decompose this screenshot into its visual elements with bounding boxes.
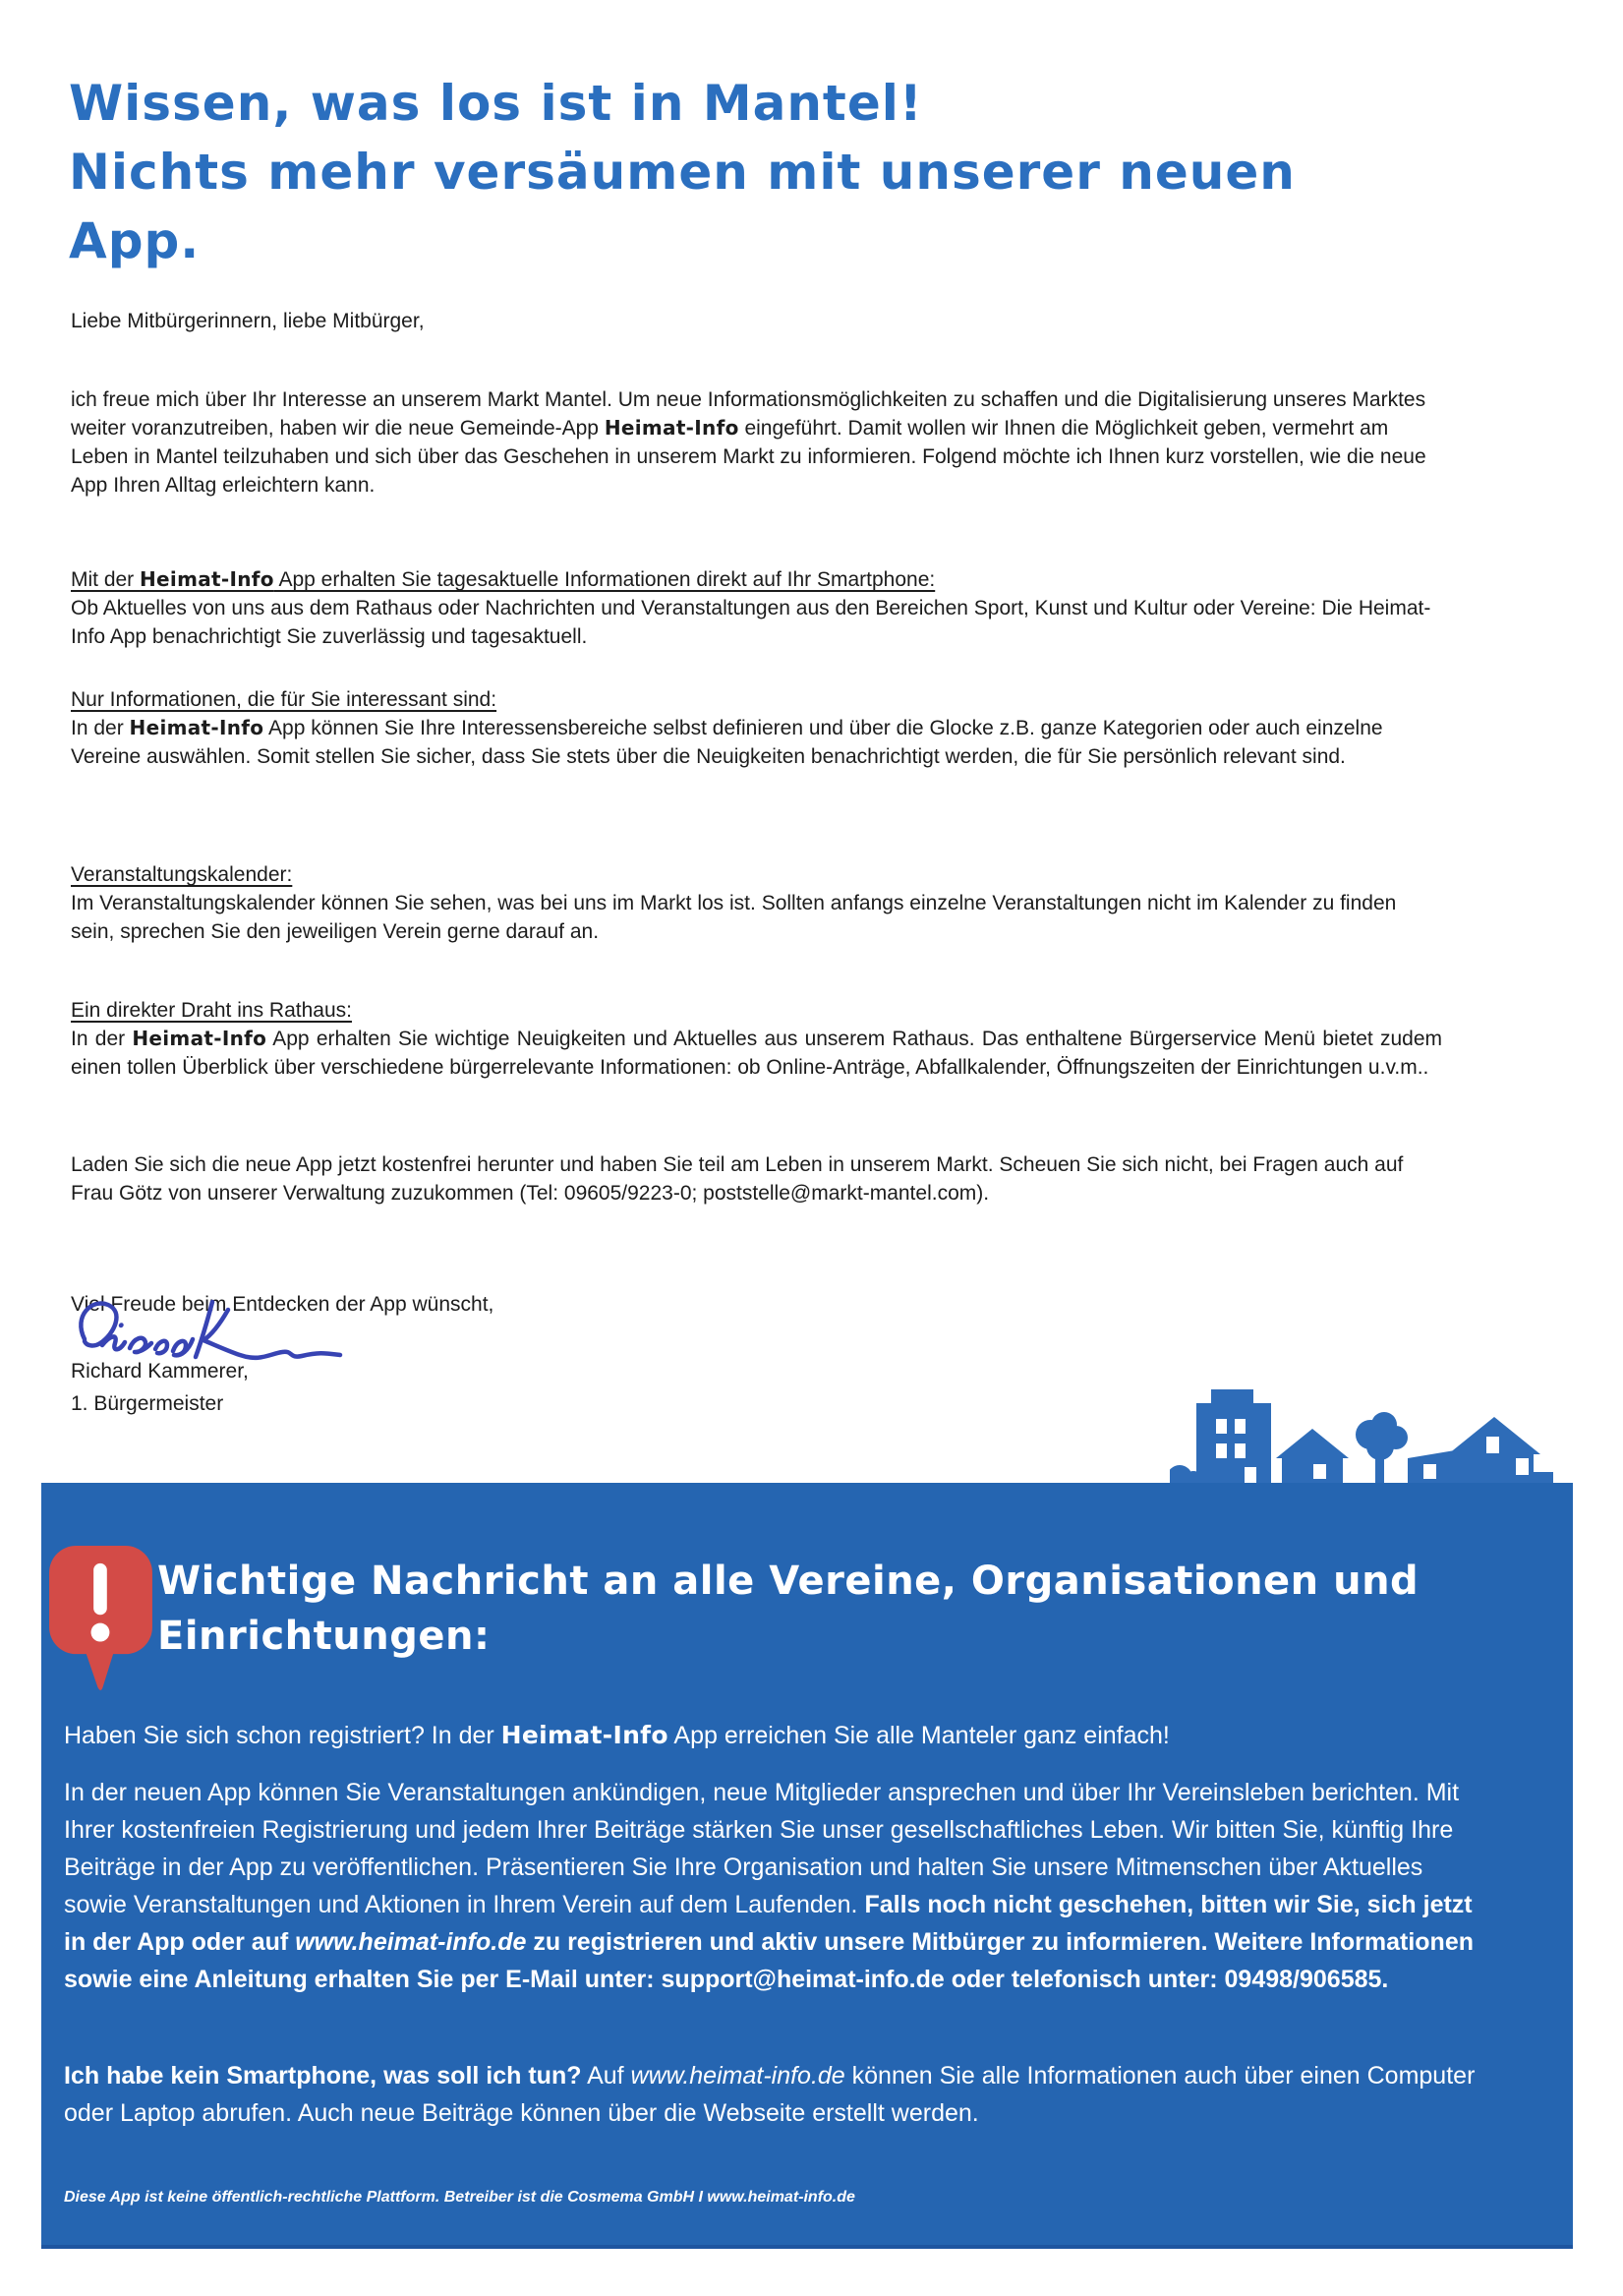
section-smartphone-info bbox=[71, 565, 1442, 651]
brand-name: Heimat-Info bbox=[604, 416, 739, 440]
notice-website-url: www.heimat-info.de bbox=[295, 1928, 527, 1956]
closing-paragraph: Laden Sie sich die neue App jetzt kostenfrei herunter und haben Sie teil am Leben in unserem Markt. Scheuen Sie sich nicht, bei Fragen auch auf Frau Götz von unserer Verwaltung zuzukommen (Tel: 09605/9223-0; poststelle@markt-mantel.com). bbox=[71, 1153, 1404, 1205]
section-town-hall-body bbox=[71, 1025, 1442, 1082]
notice-panel bbox=[41, 1483, 1573, 2249]
section-interests bbox=[71, 685, 1442, 771]
notice-smartphone-paragraph bbox=[64, 2057, 1489, 2132]
section-interests-body bbox=[71, 714, 1442, 771]
section-event-calendar-heading: Veranstaltungskalender: bbox=[71, 863, 293, 886]
section-town-hall bbox=[71, 996, 1442, 1082]
town-skyline-icon bbox=[1170, 1385, 1553, 1484]
section-smartphone-info-body: Ob Aktuelles von uns aus dem Rathaus oder Nachrichten und Veranstaltungen aus den Bereichen Sport, Kunst und Kultur oder Vereine: Die Heimat-Info App benachrichtigt Sie zuverlässig und tagesaktuell. bbox=[71, 597, 1431, 648]
brand-name: Heimat-Info bbox=[500, 1721, 668, 1749]
tree-trunk-shape bbox=[1375, 1454, 1384, 1484]
house-shape bbox=[1282, 1456, 1343, 1484]
notice-intro-post: App erreichen Sie alle Manteler ganz einfach! bbox=[667, 1722, 1170, 1749]
section-smartphone-info-heading bbox=[71, 565, 1442, 594]
notice-website-url: www.heimat-info.de bbox=[630, 2062, 845, 2090]
salutation-text: Liebe Mitbürgerinnern, liebe Mitbürger, bbox=[71, 310, 425, 332]
smartphone-text-mid: Auf bbox=[581, 2062, 631, 2090]
farewell-text: Viel Freude beim Entdecken der App wünscht, bbox=[71, 1293, 494, 1316]
intro-paragraph bbox=[71, 385, 1442, 500]
signer-name: Richard Kammerer, bbox=[71, 1360, 249, 1383]
apartment-building-shape bbox=[1196, 1403, 1271, 1484]
notice-intro bbox=[64, 1717, 1489, 1754]
brand-name: Heimat-Info bbox=[132, 1027, 267, 1050]
notice-disclaimer: Diese App ist keine öffentlich-rechtliche Plattform. Betreiber ist die Cosmema GmbH I www.heimat-info.de bbox=[64, 2189, 855, 2206]
apartment-roof-shape bbox=[1211, 1389, 1253, 1405]
house-roof-shape bbox=[1276, 1429, 1349, 1458]
body-text-post: App erhalten Sie wichtige Neuigkeiten und Aktuelles aus unserem Rathaus. Das enthaltene Bürgerservice Menü bietet zudem einen tollen Überblick über verschiedene bürgerrelevante Informationen: ob Online-Anträge, Abfallkalender, Öffnungszeiten der Einrichtungen u.v.m.. bbox=[71, 1028, 1442, 1079]
body-text-pre: In der bbox=[71, 1028, 133, 1050]
signer-title: 1. Bürgermeister bbox=[71, 1392, 224, 1415]
section-event-calendar bbox=[71, 860, 1442, 946]
section-event-calendar-body: Im Veranstaltungskalender können Sie sehen, was bei uns im Markt los ist. Sollten anfangs einzelne Veranstaltungen nicht im Kalender zu finden sein, sprechen Sie den jeweiligen Verein gerne darauf an. bbox=[71, 892, 1397, 943]
intro-text-pre: ich freue mich über Ihr Interesse an unserem Markt Mantel. Um neue Informationsmöglichkeiten zu schaffen und die Digitalisierung unseres Marktes weiter voranzutreiben, haben wir die neue Gemeinde-App bbox=[71, 388, 1426, 440]
headline-line-3: App. bbox=[69, 211, 201, 269]
heading-text-pre: Mit der bbox=[71, 568, 141, 591]
brand-name: Heimat-Info bbox=[140, 567, 274, 591]
exclamation-bubble-icon bbox=[49, 1546, 152, 1693]
section-town-hall-heading: Ein direkter Draht ins Rathaus: bbox=[71, 999, 352, 1022]
notice-body-bold-contact: zu registrieren und aktiv unsere Mitbürger zu informieren. Weitere Informationen sowie eine Anleitung erhalten Sie per E-Mail unter: support@heimat-info.de oder telefonisch unter: 09498/906585. bbox=[64, 1928, 1475, 1993]
brand-name: Heimat-Info bbox=[129, 716, 264, 739]
signature-handwriting-icon bbox=[69, 1294, 364, 1371]
notice-body-bold-text: Falls noch nicht geschehen, bitten wir Sie, sich jetzt in der App oder auf bbox=[64, 1891, 1473, 1956]
page-title bbox=[69, 69, 1465, 275]
section-interests-heading: Nur Informationen, die für Sie interessant sind: bbox=[71, 688, 497, 711]
heading-text-post: App erhalten Sie tagesaktuelle Informationen direkt auf Ihr Smartphone: bbox=[273, 568, 936, 591]
notice-body bbox=[64, 1774, 1489, 1998]
smartphone-question: Ich habe kein Smartphone, was soll ich tun? bbox=[64, 2062, 582, 2090]
notice-intro-pre: Haben Sie sich schon registriert? In der bbox=[64, 1722, 501, 1749]
body-text-pre: In der bbox=[71, 717, 130, 739]
body-text-post: App können Sie Ihre Interessensbereiche selbst definieren und über die Glocke z.B. ganze Kategorien oder auch einzelne Vereine auswählen. Somit stellen Sie sicher, dass Sie stets über die Neuigkeiten benachrichtigt werden, die für Sie persönlich relevant sind. bbox=[71, 717, 1383, 768]
notice-heading: Wichtige Nachricht an alle Vereine, Organisationen und Einrichtungen: bbox=[157, 1559, 1420, 1659]
headline-line-2: Nichts mehr versäumen mit unserer neuen bbox=[69, 143, 1296, 201]
intro-text-post: eingeführt. Damit wollen wir Ihnen die Möglichkeit geben, vermehrt am Leben in Mantel teilzuhaben und sich über das Geschehen in unserem Markt zu informieren. Folgend möchte ich Ihnen kurz vorstellen, wie die neue App Ihren Alltag erleichtern kann. bbox=[71, 417, 1426, 497]
headline-line-1: Wissen, was los ist in Mantel! bbox=[69, 74, 923, 132]
notice-body-text: In der neuen App können Sie Veranstaltungen ankündigen, neue Mitglieder ansprechen und über Ihr Vereinsleben berichten. Mit Ihrer kostenfreien Registrierung und jedem Ihrer Beiträge stärken Sie unser gesellschaftliches Leben. Wir bitten Sie, künftig Ihre Beiträge in der App zu veröffentlichen. Präsentieren Sie Ihre Organisation und halten Sie unsere Mitmenschen über Aktuelles sowie Veranstaltungen und Aktionen in Ihrem Verein auf dem Laufenden. bbox=[64, 1779, 1460, 1918]
smartphone-text-post: können Sie alle Informationen auch über einen Computer oder Laptop abrufen. Auch neue Beiträge können über die Webseite erstellt werden. bbox=[64, 2062, 1476, 2127]
